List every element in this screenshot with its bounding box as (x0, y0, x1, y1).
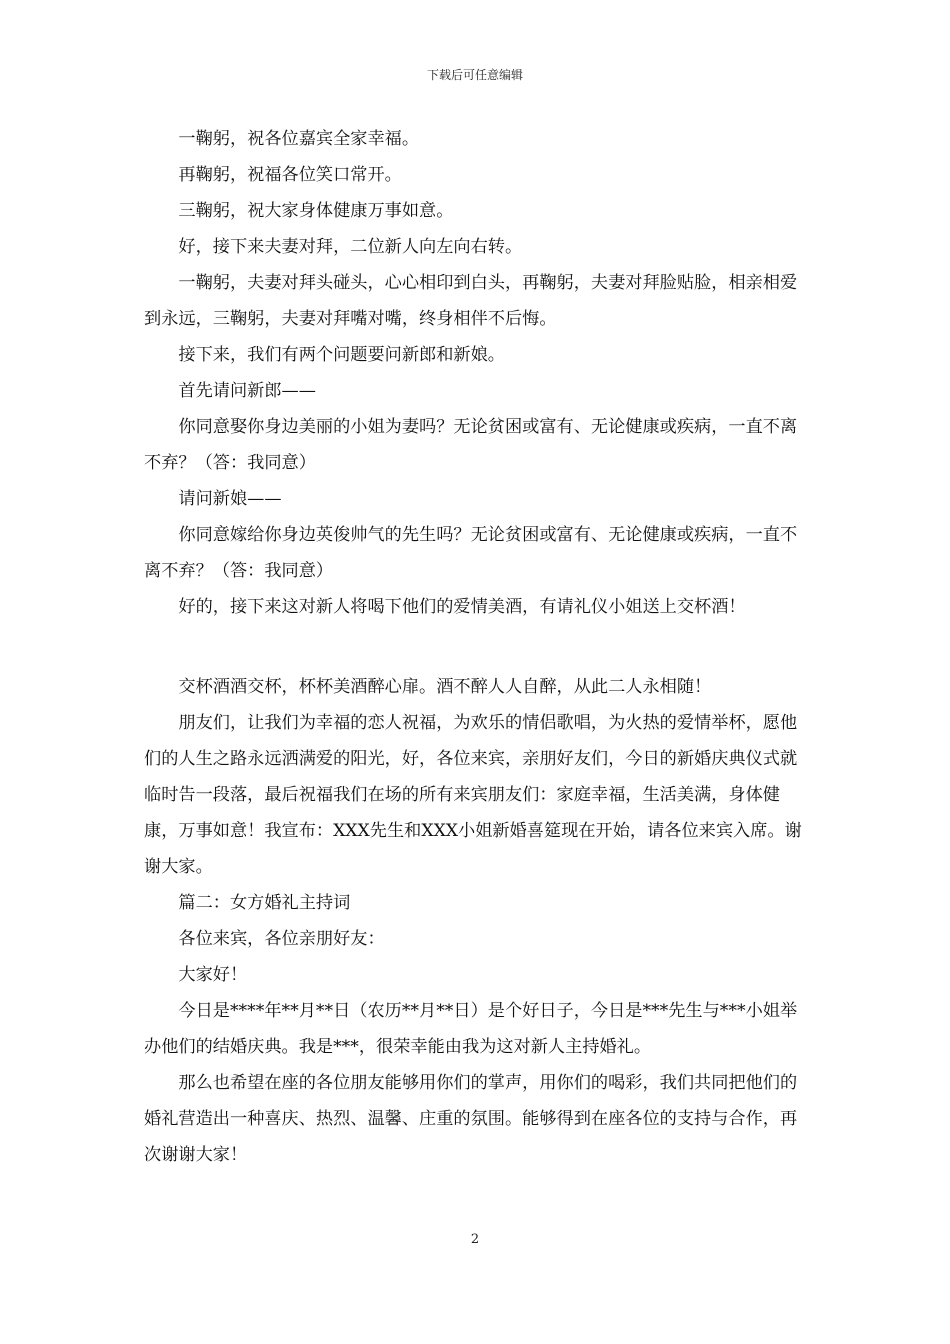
paragraph: 一鞠躬，夫妻对拜头碰头，心心相印到白头，再鞠躬，夫妻对拜脸贴脸，相亲相爱到永远，三鞠躬，夫妻对拜嘴对嘴，终身相伴不后悔。 (144, 273, 798, 329)
paragraph: 三鞠躬，祝大家身体健康万事如意。 (178, 201, 454, 221)
paragraph: 今日是****年**月**日（农历**月**日）是个好日子，今日是***先生与***小姐举办他们的结婚庆典。我是***，很荣幸能由我为这对新人主持婚礼。 (144, 1001, 798, 1057)
blank-line (144, 625, 812, 669)
paragraph: 一鞠躬，祝各位嘉宾全家幸福。 (178, 129, 420, 149)
page-number: 2 (470, 1232, 480, 1247)
paragraph: 你同意嫁给你身边英俊帅气的先生吗？无论贫困或富有、无论健康或疾病，一直不离不弃？（答：我同意） (144, 525, 798, 581)
paragraph: 好，接下来夫妻对拜，二位新人向左向右转。 (178, 237, 523, 257)
paragraph: 你同意娶你身边美丽的小姐为妻吗？无论贫困或富有、无论健康或疾病，一直不离不弃？（答：我同意） (144, 417, 798, 473)
section-heading: 篇二：女方婚礼主持词 (178, 893, 351, 913)
paragraph: 再鞠躬，祝福各位笑口常开。 (178, 165, 402, 185)
paragraph: 好的，接下来这对新人将喝下他们的爱情美酒，有请礼仪小姐送上交杯酒！ (178, 597, 746, 617)
paragraph: 请问新娘—— (178, 489, 282, 509)
paragraph: 各位来宾，各位亲朋好友： (178, 929, 385, 949)
page-header-note: 下载后可任意编辑 (426, 68, 523, 82)
paragraph: 那么也希望在座的各位朋友能够用你们的掌声，用你们的喝彩，我们共同把他们的婚礼营造出一种喜庆、热烈、温馨、庄重的氛围。能够得到在座各位的支持与合作，再次谢谢大家！ (144, 1073, 798, 1165)
paragraph: 大家好！ (178, 965, 248, 985)
paragraph: 首先请问新郎—— (178, 381, 316, 401)
document-body (144, 121, 812, 1173)
paragraph: 接下来，我们有两个问题要问新郎和新娘。 (178, 345, 505, 365)
paragraph: 朋友们，让我们为幸福的恋人祝福，为欢乐的情侣歌唱，为火热的爱情举杯，愿他们的人生之路永远洒满爱的阳光，好，各位来宾，亲朋好友们，今日的新婚庆典仪式就临时告一段落，最后祝福我们在场的所有来宾朋友们：家庭幸福，生活美满，身体健康，万事如意！我宣布：XXX先生和XXX小姐新婚喜筵现在开始，请各位来宾入席。谢谢大家。 (144, 713, 802, 877)
paragraph: 交杯酒酒交杯，杯杯美酒醉心扉。酒不醉人人自醉，从此二人永相随！ (178, 677, 712, 697)
